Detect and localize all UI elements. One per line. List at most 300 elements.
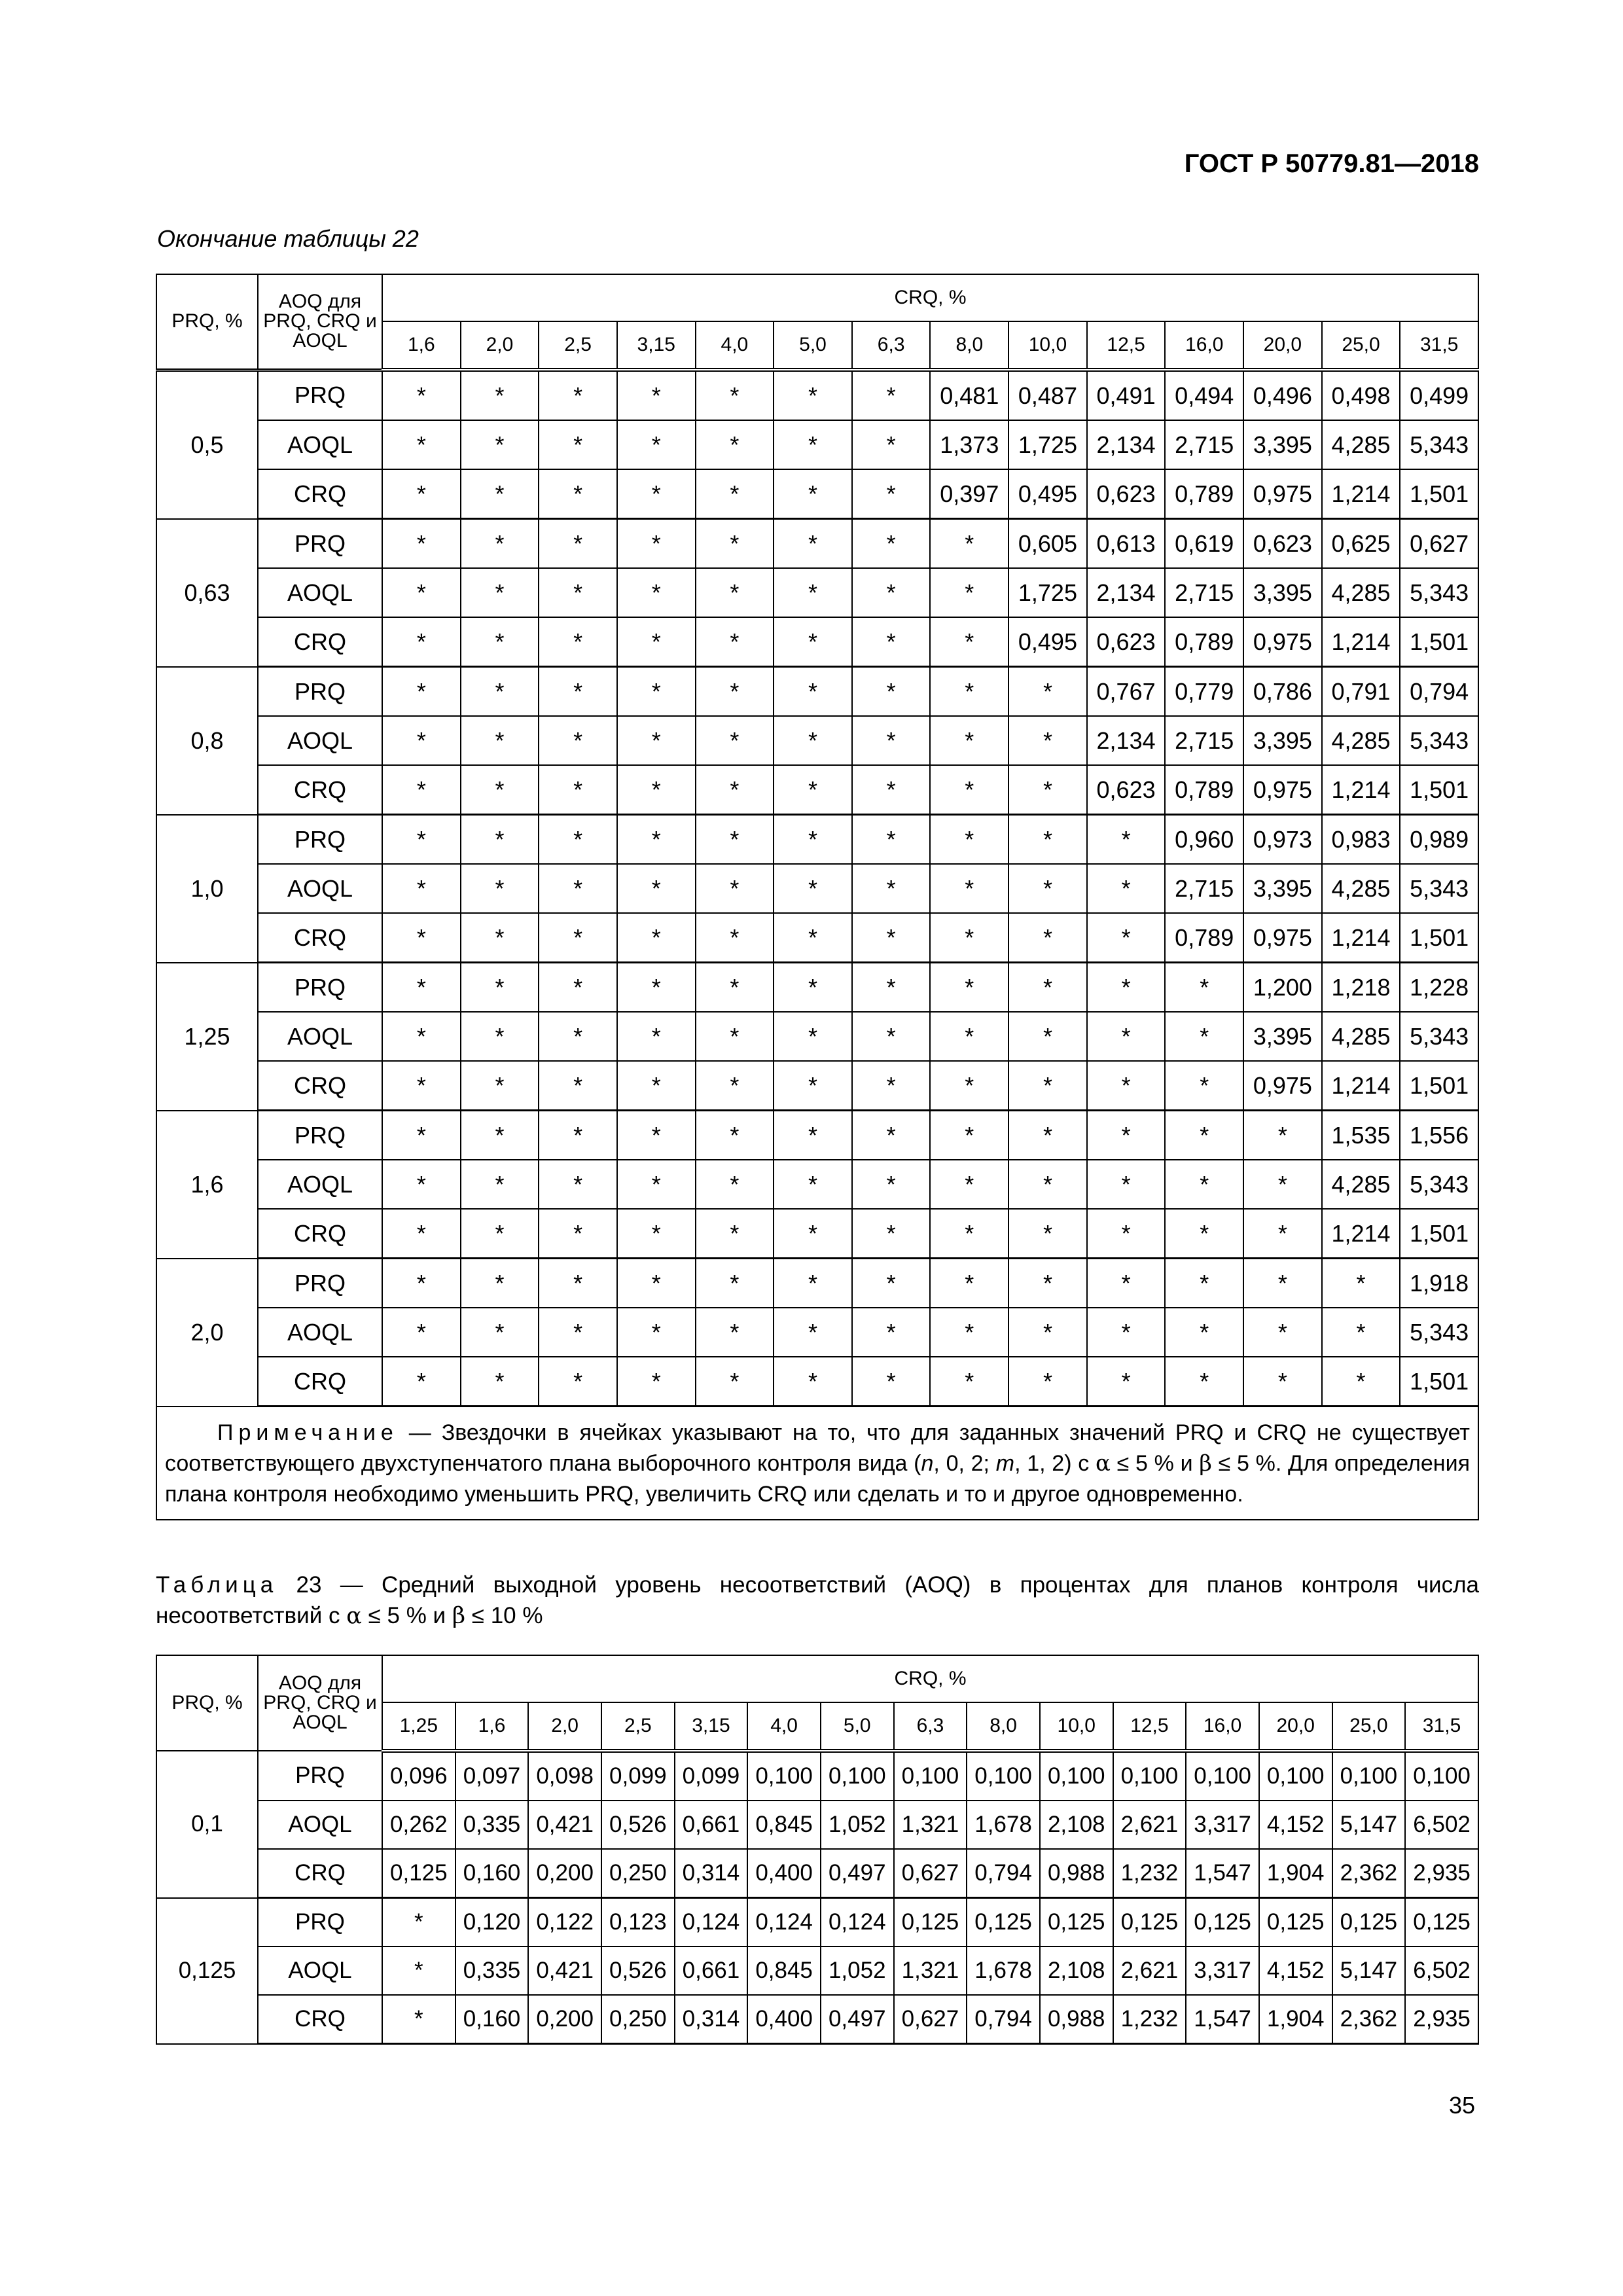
value-cell: 1,556: [1400, 1111, 1478, 1160]
value-cell: 4,152: [1259, 1801, 1332, 1849]
value-cell: 0,100: [894, 1751, 967, 1801]
prq-group-cell: 1,25: [156, 963, 258, 1111]
value-cell: *: [696, 1259, 774, 1308]
value-cell: *: [1243, 1357, 1322, 1407]
row-label-cell: CRQ: [258, 1849, 382, 1898]
value-cell: *: [930, 1012, 1008, 1061]
value-cell: 0,623: [1087, 469, 1166, 519]
value-cell: 0,160: [455, 1849, 529, 1898]
value-cell: *: [696, 1111, 774, 1160]
value-cell: *: [617, 420, 696, 469]
table-row: [156, 370, 1478, 420]
value-cell: 0,421: [528, 1801, 601, 1849]
value-cell: *: [539, 469, 617, 519]
row-label-cell: AOQL: [258, 1012, 382, 1061]
value-cell: *: [539, 1357, 617, 1407]
crq-value-header: 1,6: [382, 321, 461, 370]
table23-caption: [156, 1570, 1479, 1632]
value-cell: 1,501: [1400, 469, 1478, 519]
prq-group-cell: 0,125: [156, 1898, 258, 2044]
value-cell: 1,501: [1400, 1209, 1478, 1259]
value-cell: 1,232: [1113, 1995, 1186, 2044]
value-cell: *: [930, 568, 1008, 617]
value-cell: 0,988: [1040, 1995, 1113, 2044]
value-cell: 0,789: [1165, 617, 1243, 667]
value-cell: *: [774, 370, 852, 420]
value-cell: *: [461, 1061, 539, 1111]
value-cell: *: [696, 1061, 774, 1111]
value-cell: 0,623: [1087, 765, 1166, 815]
value-cell: *: [617, 469, 696, 519]
value-cell: *: [539, 1209, 617, 1259]
value-cell: *: [1322, 1259, 1400, 1308]
value-cell: *: [852, 1160, 931, 1209]
table-row: [156, 1111, 1478, 1160]
value-cell: *: [852, 716, 931, 765]
value-cell: 0,789: [1165, 469, 1243, 519]
value-cell: *: [382, 667, 461, 717]
value-cell: 1,547: [1186, 1849, 1259, 1898]
value-cell: *: [930, 864, 1008, 913]
value-cell: 0,487: [1008, 370, 1087, 420]
value-cell: *: [539, 913, 617, 963]
value-cell: 2,715: [1165, 864, 1243, 913]
value-cell: *: [1008, 1308, 1087, 1357]
value-cell: 1,214: [1322, 617, 1400, 667]
row-label-cell: PRQ: [258, 815, 382, 865]
value-cell: 0,845: [747, 1946, 821, 1995]
value-cell: *: [1165, 1308, 1243, 1357]
value-cell: *: [461, 1160, 539, 1209]
table-row: [156, 815, 1478, 865]
value-cell: 0,124: [675, 1898, 748, 1947]
value-cell: 0,975: [1243, 765, 1322, 815]
table-row: [156, 420, 1478, 469]
value-cell: *: [696, 716, 774, 765]
value-cell: *: [461, 617, 539, 667]
value-cell: *: [382, 1012, 461, 1061]
value-cell: *: [461, 913, 539, 963]
value-cell: 2,108: [1040, 1946, 1113, 1995]
crq-value-header: 10,0: [1040, 1702, 1113, 1751]
value-cell: 2,621: [1113, 1801, 1186, 1849]
note-text-5: ≤ 5 %. Для определения плана контроля необходимо уменьшить PRQ, увеличить CRQ или сделать и то и другое одновременно.: [165, 1451, 1470, 1507]
value-cell: *: [774, 1111, 852, 1160]
value-cell: 0,499: [1400, 370, 1478, 420]
value-cell: *: [539, 1061, 617, 1111]
value-cell: *: [1087, 1308, 1166, 1357]
value-cell: *: [539, 420, 617, 469]
value-cell: *: [852, 1111, 931, 1160]
value-cell: 5,343: [1400, 1160, 1478, 1209]
table22-body: [156, 370, 1478, 1407]
value-cell: *: [1165, 1259, 1243, 1308]
value-cell: *: [461, 469, 539, 519]
value-cell: *: [617, 1111, 696, 1160]
value-cell: *: [382, 1061, 461, 1111]
aoq-column-header: AOQ для PRQ, CRQ и AOQL: [258, 1655, 382, 1751]
value-cell: *: [382, 1946, 455, 1995]
value-cell: *: [930, 519, 1008, 569]
value-cell: *: [617, 370, 696, 420]
table22-continuation-caption: Окончание таблицы 22: [157, 225, 419, 252]
prq-group-cell: 2,0: [156, 1259, 258, 1407]
crq-value-header: 6,3: [852, 321, 931, 370]
value-cell: 2,621: [1113, 1946, 1186, 1995]
value-cell: *: [1008, 1160, 1087, 1209]
value-cell: *: [696, 864, 774, 913]
value-cell: 1,218: [1322, 963, 1400, 1013]
note-alpha: α: [1095, 1450, 1111, 1477]
value-cell: 1,373: [930, 420, 1008, 469]
value-cell: *: [930, 963, 1008, 1013]
value-cell: 0,100: [1259, 1751, 1332, 1801]
value-cell: 0,100: [821, 1751, 894, 1801]
value-cell: *: [382, 716, 461, 765]
value-cell: 0,125: [1113, 1898, 1186, 1947]
note-text-1: Звездочки в ячейках указывают на то, что для заданных значений PRQ и CRQ не существует соответствующего двухступенчатого плана выборочного контроля вида (: [165, 1420, 1470, 1476]
value-cell: 4,285: [1322, 1160, 1400, 1209]
value-cell: *: [617, 1012, 696, 1061]
value-cell: 4,152: [1259, 1946, 1332, 1995]
crq-value-header: 16,0: [1186, 1702, 1259, 1751]
value-cell: 2,362: [1332, 1995, 1406, 2044]
aoq-column-header: AOQ для PRQ, CRQ и AOQL: [258, 274, 382, 370]
value-cell: 1,678: [967, 1946, 1040, 1995]
value-cell: 3,395: [1243, 864, 1322, 913]
value-cell: *: [382, 1995, 455, 2044]
value-cell: *: [1243, 1160, 1322, 1209]
value-cell: *: [1008, 815, 1087, 865]
value-cell: 2,134: [1087, 568, 1166, 617]
row-label-cell: CRQ: [258, 913, 382, 963]
crq-group-header: CRQ, %: [382, 1655, 1478, 1702]
value-cell: *: [1087, 1012, 1166, 1061]
value-cell: *: [852, 815, 931, 865]
value-cell: *: [852, 765, 931, 815]
value-cell: *: [382, 1898, 455, 1947]
value-cell: *: [1008, 1111, 1087, 1160]
crq-value-header: 3,15: [675, 1702, 748, 1751]
table-row: [156, 1308, 1478, 1357]
value-cell: 2,935: [1405, 1849, 1478, 1898]
crq-value-header: 1,25: [382, 1702, 455, 1751]
value-cell: 1,501: [1400, 1061, 1478, 1111]
value-cell: *: [1087, 913, 1166, 963]
crq-value-header: 8,0: [930, 321, 1008, 370]
value-cell: *: [696, 815, 774, 865]
table-row: [156, 913, 1478, 963]
value-cell: *: [617, 1259, 696, 1308]
value-cell: *: [852, 568, 931, 617]
value-cell: *: [617, 913, 696, 963]
value-cell: 0,497: [821, 1849, 894, 1898]
crq-value-header: 10,0: [1008, 321, 1087, 370]
table-row: [156, 1209, 1478, 1259]
value-cell: *: [930, 617, 1008, 667]
value-cell: 1,501: [1400, 617, 1478, 667]
value-cell: *: [617, 716, 696, 765]
value-cell: 0,125: [967, 1898, 1040, 1947]
value-cell: 0,619: [1165, 519, 1243, 569]
value-cell: *: [696, 469, 774, 519]
value-cell: *: [696, 1160, 774, 1209]
value-cell: *: [774, 420, 852, 469]
value-cell: *: [774, 667, 852, 717]
value-cell: 0,497: [821, 1995, 894, 2044]
value-cell: *: [1087, 1061, 1166, 1111]
value-cell: *: [852, 420, 931, 469]
value-cell: *: [1165, 1111, 1243, 1160]
table-row: [156, 1061, 1478, 1111]
value-cell: 0,988: [1040, 1849, 1113, 1898]
value-cell: *: [852, 1012, 931, 1061]
value-cell: 0,605: [1008, 519, 1087, 569]
value-cell: *: [539, 617, 617, 667]
value-cell: 2,134: [1087, 716, 1166, 765]
row-label-cell: AOQL: [258, 716, 382, 765]
value-cell: 1,501: [1400, 1357, 1478, 1407]
prq-group-cell: 1,6: [156, 1111, 258, 1259]
value-cell: *: [1008, 716, 1087, 765]
value-cell: *: [539, 568, 617, 617]
value-cell: *: [852, 864, 931, 913]
value-cell: 0,786: [1243, 667, 1322, 717]
value-cell: *: [1087, 864, 1166, 913]
table-row: [156, 1801, 1478, 1849]
crq-value-header: 20,0: [1243, 321, 1322, 370]
value-cell: 5,343: [1400, 864, 1478, 913]
value-cell: *: [1165, 1012, 1243, 1061]
table23-caption-label: Таблица: [156, 1572, 278, 1598]
value-cell: *: [539, 667, 617, 717]
value-cell: *: [382, 765, 461, 815]
value-cell: 3,317: [1186, 1801, 1259, 1849]
value-cell: *: [1008, 913, 1087, 963]
value-cell: *: [1087, 1160, 1166, 1209]
value-cell: *: [1165, 1061, 1243, 1111]
value-cell: 0,314: [675, 1849, 748, 1898]
value-cell: *: [539, 864, 617, 913]
value-cell: 0,100: [1332, 1751, 1406, 1801]
value-cell: 0,779: [1165, 667, 1243, 717]
value-cell: 0,397: [930, 469, 1008, 519]
value-cell: *: [461, 963, 539, 1013]
table-row: [156, 469, 1478, 519]
value-cell: 0,097: [455, 1751, 529, 1801]
value-cell: *: [539, 765, 617, 815]
value-cell: *: [696, 370, 774, 420]
prq-group-cell: 0,5: [156, 370, 258, 519]
value-cell: *: [774, 1259, 852, 1308]
value-cell: *: [1165, 1160, 1243, 1209]
value-cell: *: [1243, 1308, 1322, 1357]
note-var-n: n: [921, 1451, 934, 1476]
value-cell: *: [461, 1209, 539, 1259]
value-cell: 0,125: [1332, 1898, 1406, 1947]
value-cell: *: [617, 1308, 696, 1357]
crq-value-header: 31,5: [1400, 321, 1478, 370]
value-cell: 1,918: [1400, 1259, 1478, 1308]
value-cell: 5,343: [1400, 716, 1478, 765]
value-cell: *: [696, 1357, 774, 1407]
value-cell: 1,214: [1322, 913, 1400, 963]
value-cell: 0,495: [1008, 617, 1087, 667]
value-cell: 3,317: [1186, 1946, 1259, 1995]
value-cell: 0,623: [1243, 519, 1322, 569]
row-label-cell: PRQ: [258, 519, 382, 569]
value-cell: *: [930, 1308, 1008, 1357]
value-cell: *: [852, 1259, 931, 1308]
value-cell: 0,160: [455, 1995, 529, 2044]
value-cell: 0,494: [1165, 370, 1243, 420]
value-cell: *: [617, 765, 696, 815]
value-cell: *: [382, 913, 461, 963]
note-beta: β: [1199, 1450, 1212, 1477]
value-cell: 0,623: [1087, 617, 1166, 667]
value-cell: 0,100: [1405, 1751, 1478, 1801]
value-cell: 2,715: [1165, 420, 1243, 469]
value-cell: 0,250: [601, 1849, 675, 1898]
prq-group-cell: 0,8: [156, 667, 258, 815]
value-cell: *: [1008, 765, 1087, 815]
value-cell: *: [852, 1209, 931, 1259]
value-cell: 1,547: [1186, 1995, 1259, 2044]
value-cell: *: [774, 1357, 852, 1407]
crq-value-header: 4,0: [747, 1702, 821, 1751]
value-cell: *: [382, 1111, 461, 1160]
note-text-3: , 1, 2) с: [1014, 1451, 1096, 1476]
value-cell: *: [539, 1308, 617, 1357]
value-cell: 0,975: [1243, 617, 1322, 667]
value-cell: 2,134: [1087, 420, 1166, 469]
value-cell: 0,496: [1243, 370, 1322, 420]
value-cell: 5,147: [1332, 1946, 1406, 1995]
value-cell: *: [696, 913, 774, 963]
value-cell: *: [774, 1308, 852, 1357]
value-cell: *: [1087, 1209, 1166, 1259]
value-cell: 0,625: [1322, 519, 1400, 569]
value-cell: 1,501: [1400, 913, 1478, 963]
value-cell: *: [461, 864, 539, 913]
value-cell: 1,232: [1113, 1849, 1186, 1898]
value-cell: *: [539, 1012, 617, 1061]
crq-value-header: 5,0: [774, 321, 852, 370]
table-row: [156, 1898, 1478, 1947]
value-cell: 0,794: [1400, 667, 1478, 717]
value-cell: 0,125: [1040, 1898, 1113, 1947]
value-cell: *: [1322, 1357, 1400, 1407]
row-label-cell: CRQ: [258, 1995, 382, 2044]
value-cell: *: [852, 913, 931, 963]
value-cell: 0,314: [675, 1995, 748, 2044]
value-cell: *: [617, 1061, 696, 1111]
value-cell: *: [1165, 963, 1243, 1013]
value-cell: 0,975: [1243, 1061, 1322, 1111]
value-cell: 0,845: [747, 1801, 821, 1849]
value-cell: 2,108: [1040, 1801, 1113, 1849]
value-cell: 0,125: [1259, 1898, 1332, 1947]
crq-value-header: 20,0: [1259, 1702, 1332, 1751]
value-cell: 6,502: [1405, 1801, 1478, 1849]
value-cell: *: [696, 519, 774, 569]
value-cell: *: [539, 1259, 617, 1308]
value-cell: *: [930, 667, 1008, 717]
value-cell: *: [774, 617, 852, 667]
value-cell: 0,421: [528, 1946, 601, 1995]
value-cell: 0,099: [601, 1751, 675, 1801]
value-cell: *: [617, 568, 696, 617]
value-cell: *: [696, 963, 774, 1013]
value-cell: 0,400: [747, 1849, 821, 1898]
note-var-m: m: [995, 1451, 1015, 1476]
crq-value-header: 3,15: [617, 321, 696, 370]
value-cell: *: [1322, 1308, 1400, 1357]
value-cell: *: [852, 617, 931, 667]
value-cell: *: [1008, 963, 1087, 1013]
row-label-cell: CRQ: [258, 1061, 382, 1111]
value-cell: 0,100: [1186, 1751, 1259, 1801]
value-cell: *: [539, 716, 617, 765]
value-cell: *: [696, 617, 774, 667]
value-cell: 0,098: [528, 1751, 601, 1801]
value-cell: *: [774, 815, 852, 865]
value-cell: *: [1165, 1357, 1243, 1407]
value-cell: 0,627: [1400, 519, 1478, 569]
crq-value-header: 2,5: [539, 321, 617, 370]
value-cell: 0,124: [747, 1898, 821, 1947]
value-cell: *: [382, 1308, 461, 1357]
crq-group-header: CRQ, %: [382, 274, 1478, 321]
value-cell: *: [1087, 1259, 1166, 1308]
value-cell: 0,767: [1087, 667, 1166, 717]
row-label-cell: PRQ: [258, 963, 382, 1013]
value-cell: *: [1008, 1357, 1087, 1407]
value-cell: 4,285: [1322, 864, 1400, 913]
value-cell: 1,321: [894, 1946, 967, 1995]
value-cell: *: [774, 913, 852, 963]
value-cell: *: [617, 815, 696, 865]
prq-group-cell: 1,0: [156, 815, 258, 963]
table23-caption-text-1: 23 — Средний выходной уровень несоответствий (AOQ) в процентах для планов контроля числа несоответствий с: [156, 1572, 1479, 1628]
row-label-cell: CRQ: [258, 1209, 382, 1259]
value-cell: *: [930, 815, 1008, 865]
value-cell: 0,096: [382, 1751, 455, 1801]
table23-caption-alpha: α: [346, 1603, 362, 1629]
value-cell: 5,343: [1400, 420, 1478, 469]
value-cell: 0,250: [601, 1995, 675, 2044]
value-cell: *: [1087, 1357, 1166, 1407]
value-cell: *: [696, 765, 774, 815]
value-cell: 1,321: [894, 1801, 967, 1849]
value-cell: *: [617, 1357, 696, 1407]
value-cell: *: [852, 667, 931, 717]
row-label-cell: CRQ: [258, 765, 382, 815]
table-row: [156, 1012, 1478, 1061]
value-cell: 1,214: [1322, 1061, 1400, 1111]
value-cell: *: [539, 963, 617, 1013]
value-cell: *: [461, 667, 539, 717]
value-cell: 2,715: [1165, 716, 1243, 765]
value-cell: *: [774, 1012, 852, 1061]
crq-value-header: 2,0: [461, 321, 539, 370]
value-cell: *: [774, 765, 852, 815]
value-cell: 2,935: [1405, 1995, 1478, 2044]
value-cell: *: [382, 420, 461, 469]
value-cell: *: [774, 1209, 852, 1259]
value-cell: 1,904: [1259, 1849, 1332, 1898]
value-cell: 0,791: [1322, 667, 1400, 717]
